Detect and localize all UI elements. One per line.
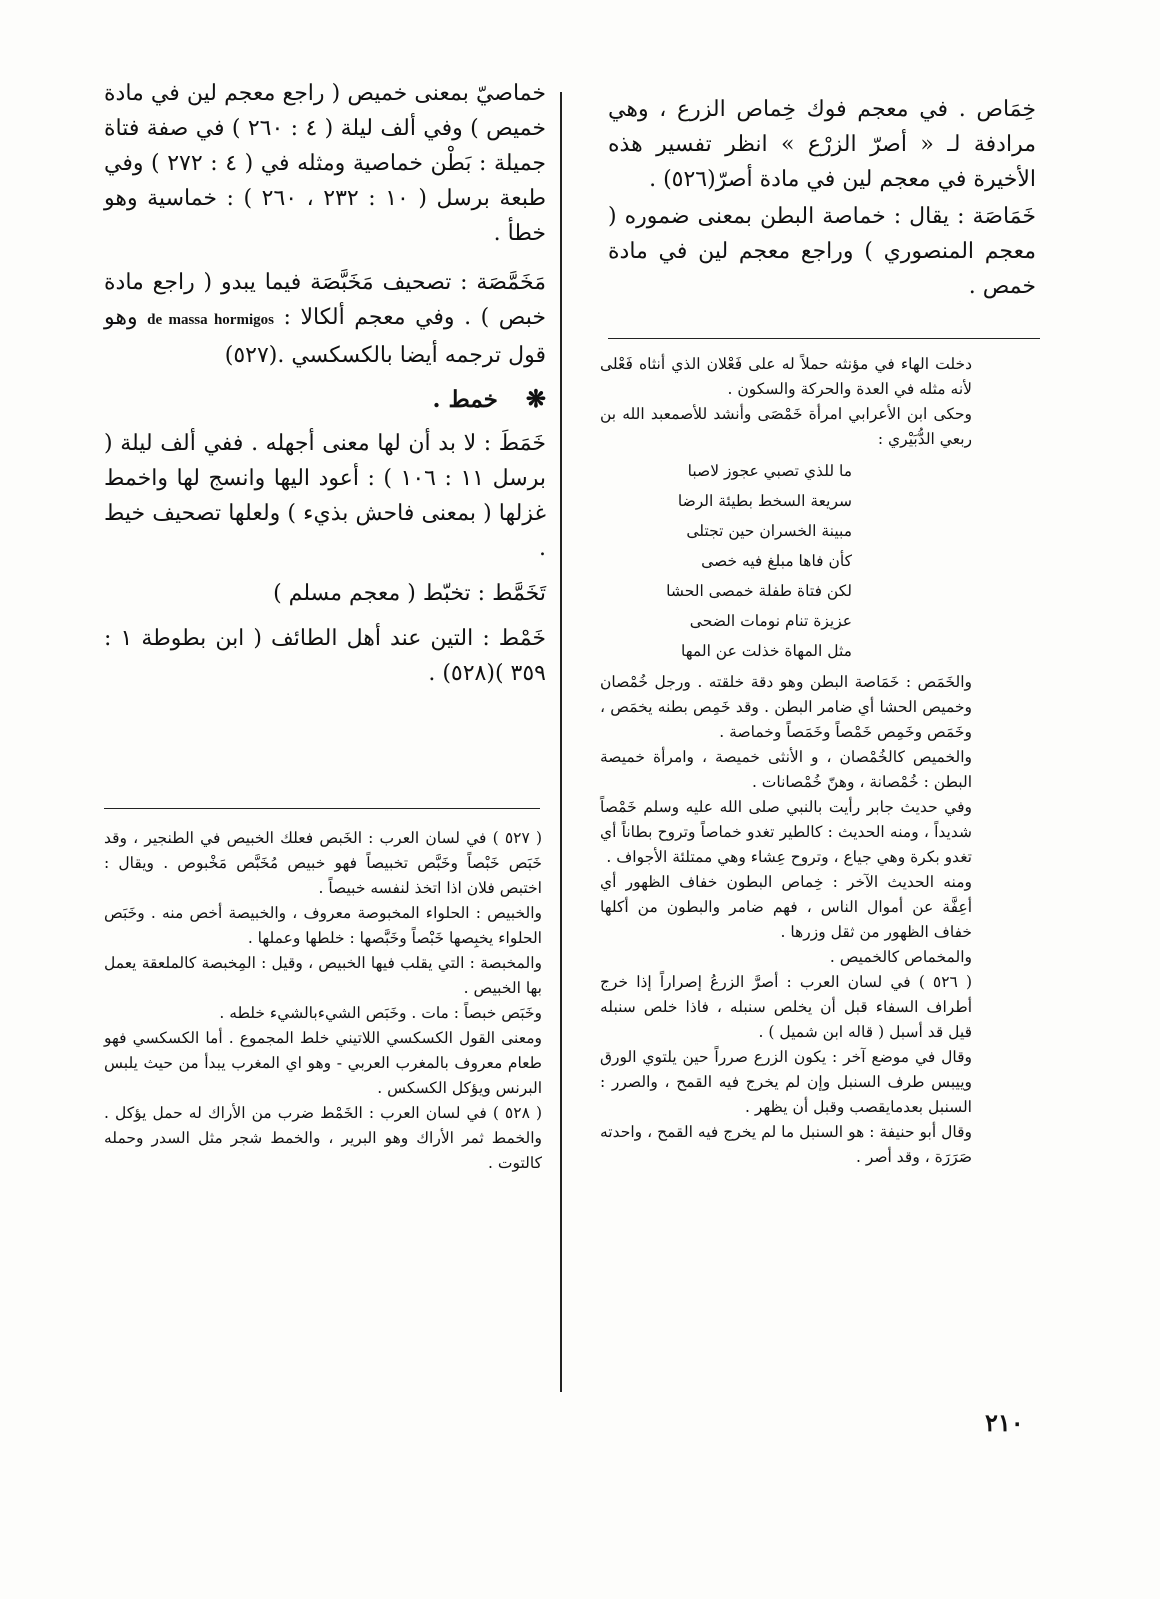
- footnote-527-e: ومعنى القول الكسكسي اللاتيني خلط المجموع . أما الكسكسي فهو طعام معروف بالمغرب العربي - وهو اي المغرب يبدأ من حيث يلبس البرنس ويؤكل الكسكس .: [104, 1029, 542, 1097]
- entry-makhammasa: [104, 265, 546, 373]
- left-main-text: [104, 76, 546, 691]
- footnote-intro-2: وحكى ابن الأعرابي امرأة خَمْصَى وأنشد للأصمعبد الله بن ربعي الدُّبَيْري :: [600, 405, 972, 448]
- entry-khamasa: خَمَاصَة : يقال : خماصة البطن بمعنى ضموره ( معجم المنصوري ) وراجع معجم لين في مادة خمص .: [608, 204, 1036, 299]
- column-divider: [560, 92, 562, 1392]
- verse-2: سريعة السخط بطيئة الرضا: [677, 492, 852, 510]
- footnote-527-c: والمخبصة : التي يقلب فيها الخبيص ، وقيل : المِخبصة كالملعقة يعمل بها الخبيص .: [104, 954, 542, 997]
- footnote-526-b: وقال في موضع آخر : يكون الزرع صرراً حين يلتوي الورق وييبس طرف السنبل وإن لم يخرج فيه القمح ، والصرر : السنبل بعدمايقصب وقبل أن يظهر .: [600, 1048, 972, 1116]
- poem: [600, 456, 972, 666]
- makhammasa-text-a: مَخَمَّصَة : تصحيف مَخَبَّصَة فيما يبدو ( راجع مادة خبص ) . وفي معجم ألكالا :: [104, 270, 546, 330]
- verse-4: كأن فاها مبلغ فيه خصى: [701, 552, 852, 570]
- footnote-526-c: وقال أبو حنيفة : هو السنبل ما لم يخرج فيه القمح ، واحدته صَرَرَة ، وقد أصر .: [600, 1123, 972, 1166]
- left-footnote-rule: [104, 808, 540, 809]
- alcala-latin-gloss: de massa hormigos: [147, 312, 274, 328]
- footnote-khamis: والخميص كالخُمْصان ، و الأنثى خميصة ، وامرأة خميصة البطن : خُمْصانة ، وهنّ خُمْصانات .: [600, 748, 972, 791]
- left-footnotes: [104, 826, 542, 1176]
- verse-5: لكن فتاة طفلة خمصى الحشا: [666, 582, 852, 600]
- footnote-intro-1: دخلت الهاء في مؤنثه حملاً له على فَعْلان الذي أنثاه فَعْلى لأنه مثله في العدة والحركة والسكون .: [600, 355, 972, 398]
- root-heading: [104, 379, 546, 420]
- footnote-527-d: وخَبَص خبصاً : مات . وخَبَص الشيءبالشيء خلطه .: [219, 1004, 542, 1022]
- verse-6: عزيزة تنام نومات الضحى: [689, 612, 852, 630]
- footnote-mikhmas: والمخماص كالخميص .: [829, 948, 972, 966]
- right-main-text: [608, 92, 1036, 304]
- entry-takhammat: تَخَمَّط : تخبّط ( معجم مسلم ): [273, 581, 546, 606]
- right-footnotes: [600, 352, 972, 1170]
- footnote-hadith-jabir: وفي حديث جابر رأيت بالنبي صلى الله عليه وسلم خَمْصاً شديداً ، ومنه الحديث : كالطير تغدو خماصاً وتروح بطاناً أي تغدو بكرة وهي جياع ، وتروح عِشاء وهي ممتلئة الأجواف .: [600, 798, 972, 866]
- right-footnote-rule: [608, 338, 1040, 339]
- footnote-hadith-other: ومنه الحديث الآخر : خِماص البطون خفاف الظهور أي أعِفَّة عن أموال الناس ، فهم ضامر والبطون من أكلها خفاف الظهور من ثقل وزرها .: [600, 873, 972, 941]
- root-heading-text: خمط .: [432, 386, 498, 413]
- footnote-527-b: والخبيص : الحلواء المخبوصة معروف ، والخبيصة أخص منه . وخَبَص الحلواء يخبِصها خَبْصاً وخَبَّصها : خلطها وعملها .: [104, 904, 542, 947]
- left-column: [104, 76, 546, 691]
- footnote-527-a: ( ٥٢٧ ) في لسان العرب : الخَبص فعلك الخبيص في الطنجير ، وقد خَبَص خَبْصاً وخَبَّص تخبيصاً فهو خبيص مُخَبَّص مَخْبوص . ويقال : اختبص فلان اذا اتخذ لنفسه خبيصاً .: [104, 829, 542, 897]
- verse-1: ما للذي تصبي عجوز لاصبا: [687, 462, 852, 480]
- page-number: ٢١٠: [985, 1408, 1024, 1437]
- makhammasa-text-b: وهو قول ترجمه أيضا بالكسكسي .(٥٢٧): [104, 305, 546, 368]
- asterisk-icon: ❋: [525, 384, 546, 413]
- entry-khamasi: خماصيّ بمعنى خميص ( راجع معجم لين في مادة خميص ) وفي ألف ليلة ( ٤ : ٢٦٠ ) في صفة فتاة جميلة : بَطْن خماصية ومثله في ( ٤ : ٢٧٢ ) وفي طبعة برسل ( ١٠ : ٢٣٢ ، ٢٦٠ ) : خماسية وهو خطأ .: [104, 81, 547, 246]
- right-column: [608, 92, 1036, 304]
- footnote-khamas: والخَمَص : خَمَاصة البطن وهو دقة خلقته . ورجل خُمْصان وخميص الحشا أي ضامر البطن . وقد خَمِص بطنه يخمَص ، وخَمَص وخَمِص خَمْصاً وخَمَصاً وخماصة .: [600, 673, 972, 741]
- footnote-528: ( ٥٢٨ ) في لسان العرب : الخَمْط ضرب من الأراك له حمل يؤكل . والخمط ثمر الأراك وهو البرير ، والخمط شجر مثل السدر وحمله كالتوت .: [104, 1104, 542, 1172]
- verse-3: مبينة الخسران حين تجتلى: [686, 522, 852, 540]
- entry-khamata: خَمَطَ : لا بد أن لها معنى أجهله . ففي ألف ليلة ( برسل ١١ : ١٠٦ ) : أعود اليها وانسج لها واخمط غزلها ( بمعنى فاحش بذيء ) ولعلها تصحيف خيط .: [104, 431, 546, 561]
- footnote-526-a: ( ٥٢٦ ) في لسان العرب : أصرَّ الزرعُ إصراراً إذا خرج أطراف السفاء قبل أن يخلص سنبله ، فاذا خلص سنبله قيل قد أسبل ( قاله ابن شميل ) .: [600, 973, 972, 1041]
- entry-khimas: خِمَاص . في معجم فوك خِماص الزرع ، وهي مرادفة لـ « أصرّ الزرْع » انظر تفسير هذه الأخيرة في معجم لين في مادة أصرّ(٥٢٦) .: [608, 97, 1036, 192]
- verse-7: مثل المهاة خذلت عن المها: [681, 642, 852, 660]
- entry-khamt: خَمْط : التين عند أهل الطائف ( ابن بطوطة ١ : ٣٥٩ )(٥٢٨) .: [104, 626, 547, 686]
